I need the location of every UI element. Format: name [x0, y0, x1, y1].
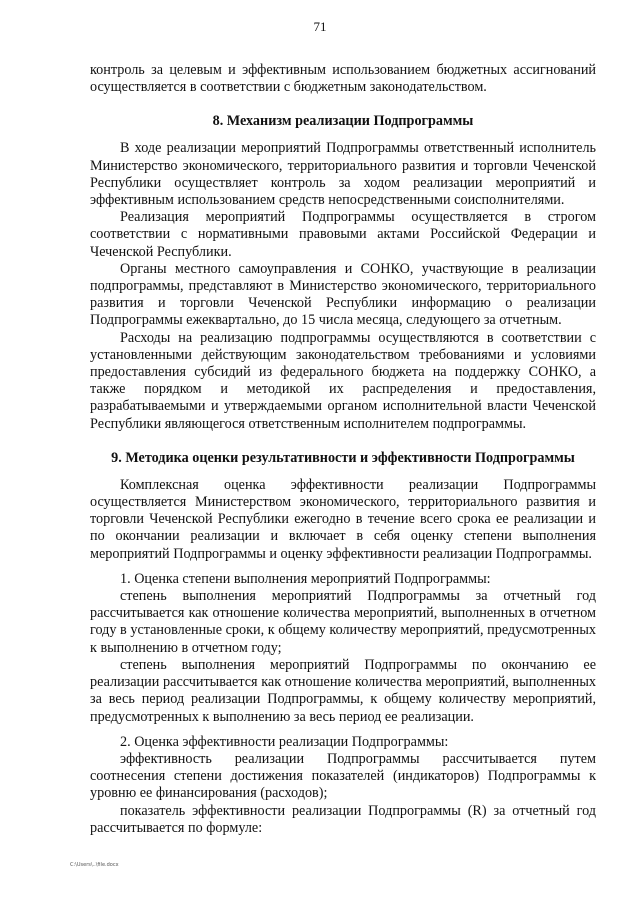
section-8-paragraph-3: Органы местного самоуправления и СОНКО, участвующие в реализации подпрограммы, представляют в Министерство экономического, территориального развития и торговли Чеченской Республики информацию о реализации Подпрограммы ежеквартально, до 15 числа месяца, следующего за отчетным. [90, 260, 596, 329]
section-9-item-2-title: 2. Оценка эффективности реализации Подпрограммы: [120, 733, 449, 750]
page-content [90, 62, 596, 837]
continuation-paragraph: контроль за целевым и эффективным использованием бюджетных ассигнований осуществляется в соответствии с бюджетным законодательством. [90, 62, 596, 96]
page-number: 71 [313, 19, 327, 34]
file-path-footer: C:\Users\..\file.docx [70, 862, 119, 868]
section-8-paragraph-1: В ходе реализации мероприятий Подпрограммы ответственный исполнитель Министерство экономического, территориального развития и торговли Чеченской Республики осуществляет контроль за ходом реализации мероприятий и эффективным использованием средств непосредственными соисполнителями. [90, 140, 596, 209]
section-9-item-2-text-a: эффективность реализации Подпрограммы рассчитывается путем соотнесения степени достижения показателей (индикаторов) Подпрограммы к уровню ее финансирования (расходов); [90, 750, 596, 802]
section-9-item-1-text-a: степень выполнения мероприятий Подпрограммы за отчетный год рассчитывается как отношение количества мероприятий, выполненных в отчетном году в установленные сроки, к общему количеству мероприятий, предусмотренных к выполнению в отчетном году; [90, 588, 596, 656]
section-9-intro: Комплексная оценка эффективности реализации Подпрограммы осуществляется Министерством экономического, территориального развития и торговли Чеченской Республики ежегодно в течение всего срока ее реализации и по окончании реализации и включает в себя оценку степени выполнения мероприятий Подпрограммы и оценку эффективности реализации Подпрограммы. [90, 476, 596, 562]
section-8-paragraph-4: Расходы на реализацию подпрограммы осуществляются в соответствии с установленными действующим законодательством требованиями и условиями предоставления субсидий из федерального бюджета на поддержку СОНКО, а также порядком и методикой их распределения и предоставления, разрабатываемыми и утверждаемыми органом исполнительной власти Чеченской Республики являющегося ответственным исполнителем подпрограммы. [90, 329, 596, 432]
section-8-heading: 8. Механизм реализации Подпрограммы [212, 113, 474, 130]
section-9-item-1-text-b: степень выполнения мероприятий Подпрограммы по окончанию ее реализации рассчитывается как отношение количества мероприятий, выполненных за весь период реализации Подпрограммы, к общему количеству мероприятий, предусмотренных к выполнению за весь период ее реализации. [90, 656, 596, 725]
section-9-heading: 9. Методика оценки результативности и эффективности Подпрограммы [111, 449, 575, 466]
section-9-item-1-title: 1. Оценка степени выполнения мероприятий Подпрограммы: [120, 570, 491, 587]
section-9-item-2-text-b: показатель эффективности реализации Подпрограммы (R) за отчетный год рассчитывается по формуле: [90, 802, 596, 836]
section-8-paragraph-2: Реализация мероприятий Подпрограммы осуществляется в строгом соответствии с нормативными правовыми актами Российской Федерации и Чеченской Республики. [90, 209, 596, 260]
